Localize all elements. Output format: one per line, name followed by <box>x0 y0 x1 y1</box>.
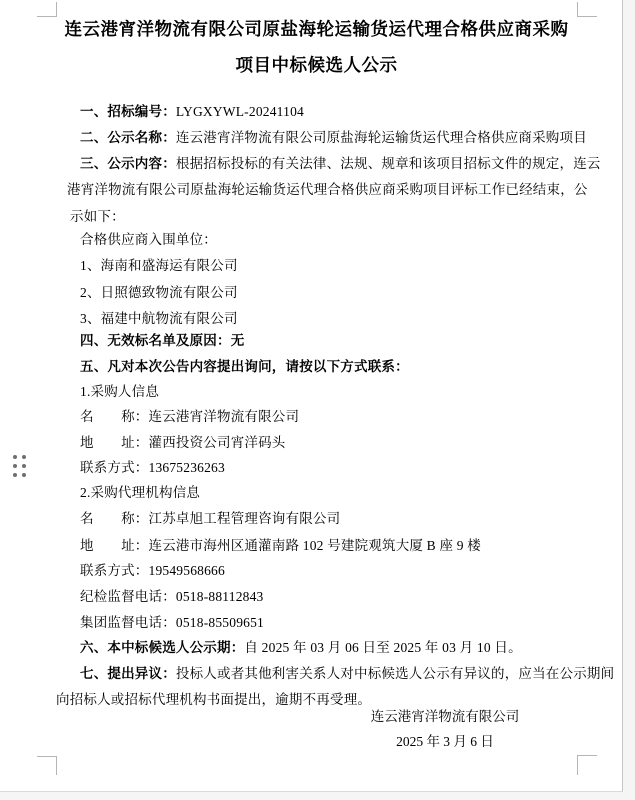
doc-line-agency-name: 名 称：江苏卓旭工程管理咨询有限公司 <box>80 511 341 526</box>
signature-org: 连云港宵洋物流有限公司 <box>370 709 520 724</box>
crop-mark-top-left-icon <box>37 2 57 17</box>
doc-line-group-phone: 集团监督电话：0518-85509651 <box>80 615 264 630</box>
doc-line-purchaser-address: 地 址：灌西投资公司宵洋码头 <box>80 435 286 450</box>
doc-line-content-2: 港宵洋物流有限公司原盐海轮运输货运代理合格供应商采购项目评标工作已经结束，公 <box>67 182 588 197</box>
doc-line-purchaser-phone: 联系方式：13675236263 <box>80 460 225 475</box>
signature-date: 2025 年 3 月 6 日 <box>396 734 494 749</box>
doc-line-invalid-bids: 四、无效标名单及原因：无 <box>80 333 245 348</box>
crop-mark-bottom-right-icon <box>577 755 597 775</box>
doc-line-agency-header: 2.采购代理机构信息 <box>80 485 201 500</box>
document-page <box>56 0 615 791</box>
doc-line-notice-name: 二、公示名称：连云港宵洋物流有限公司原盐海轮运输货运代理合格供应商采购项目 <box>80 130 587 145</box>
grip-dots-icon[interactable] <box>13 455 29 483</box>
doc-line-content-3: 示如下： <box>70 209 125 224</box>
doc-line-objection-2: 向招标人或招标代理机构书面提出，逾期不再受理。 <box>56 692 372 707</box>
doc-title-line-2: 项目中标候选人公示 <box>235 55 398 75</box>
page-bottom-edge <box>0 791 623 800</box>
doc-line-objection-1: 七、提出异议：投标人或者其他利害关系人对中标候选人公示有异议的，应当在公示期间 <box>80 666 615 681</box>
doc-line-content-1: 三、公示内容：根据招标投标的有关法律、法规、规章和该项目招标文件的规定，连云 <box>80 156 601 171</box>
doc-line-supplier-3: 3、福建中航物流有限公司 <box>80 311 238 326</box>
doc-line-purchaser-name: 名 称：连云港宵洋物流有限公司 <box>80 409 300 424</box>
doc-line-agency-phone: 联系方式：19549568666 <box>80 563 225 578</box>
doc-line-inquiry: 五、凡对本次公告内容提出询问，请按以下方式联系： <box>80 359 409 374</box>
crop-mark-bottom-left-icon <box>37 756 57 775</box>
doc-line-bid-number: 一、招标编号：LYGXYWL-20241104 <box>80 104 304 119</box>
doc-line-supplier-2: 2、日照德致物流有限公司 <box>80 285 238 300</box>
doc-line-agency-address: 地 址：连云港市海州区通灌南路 102 号建院观筑大厦 B 座 9 楼 <box>80 538 481 553</box>
doc-line-supplier-1: 1、海南和盛海运有限公司 <box>80 258 238 273</box>
page-right-edge <box>622 0 635 800</box>
doc-title-line-1: 连云港宵洋物流有限公司原盐海轮运输货运代理合格供应商采购 <box>64 19 569 39</box>
crop-mark-top-right-icon <box>577 2 597 17</box>
doc-line-shortlist-header: 合格供应商入围单位： <box>80 232 217 247</box>
doc-line-purchaser-header: 1.采购人信息 <box>80 384 160 399</box>
doc-line-publicity-period: 六、本中标候选人公示期：自 2025 年 03 月 06 日至 2025 年 03 月 10 日。 <box>80 640 522 655</box>
doc-line-discipline-phone: 纪检监督电话：0518-88112843 <box>80 589 264 604</box>
